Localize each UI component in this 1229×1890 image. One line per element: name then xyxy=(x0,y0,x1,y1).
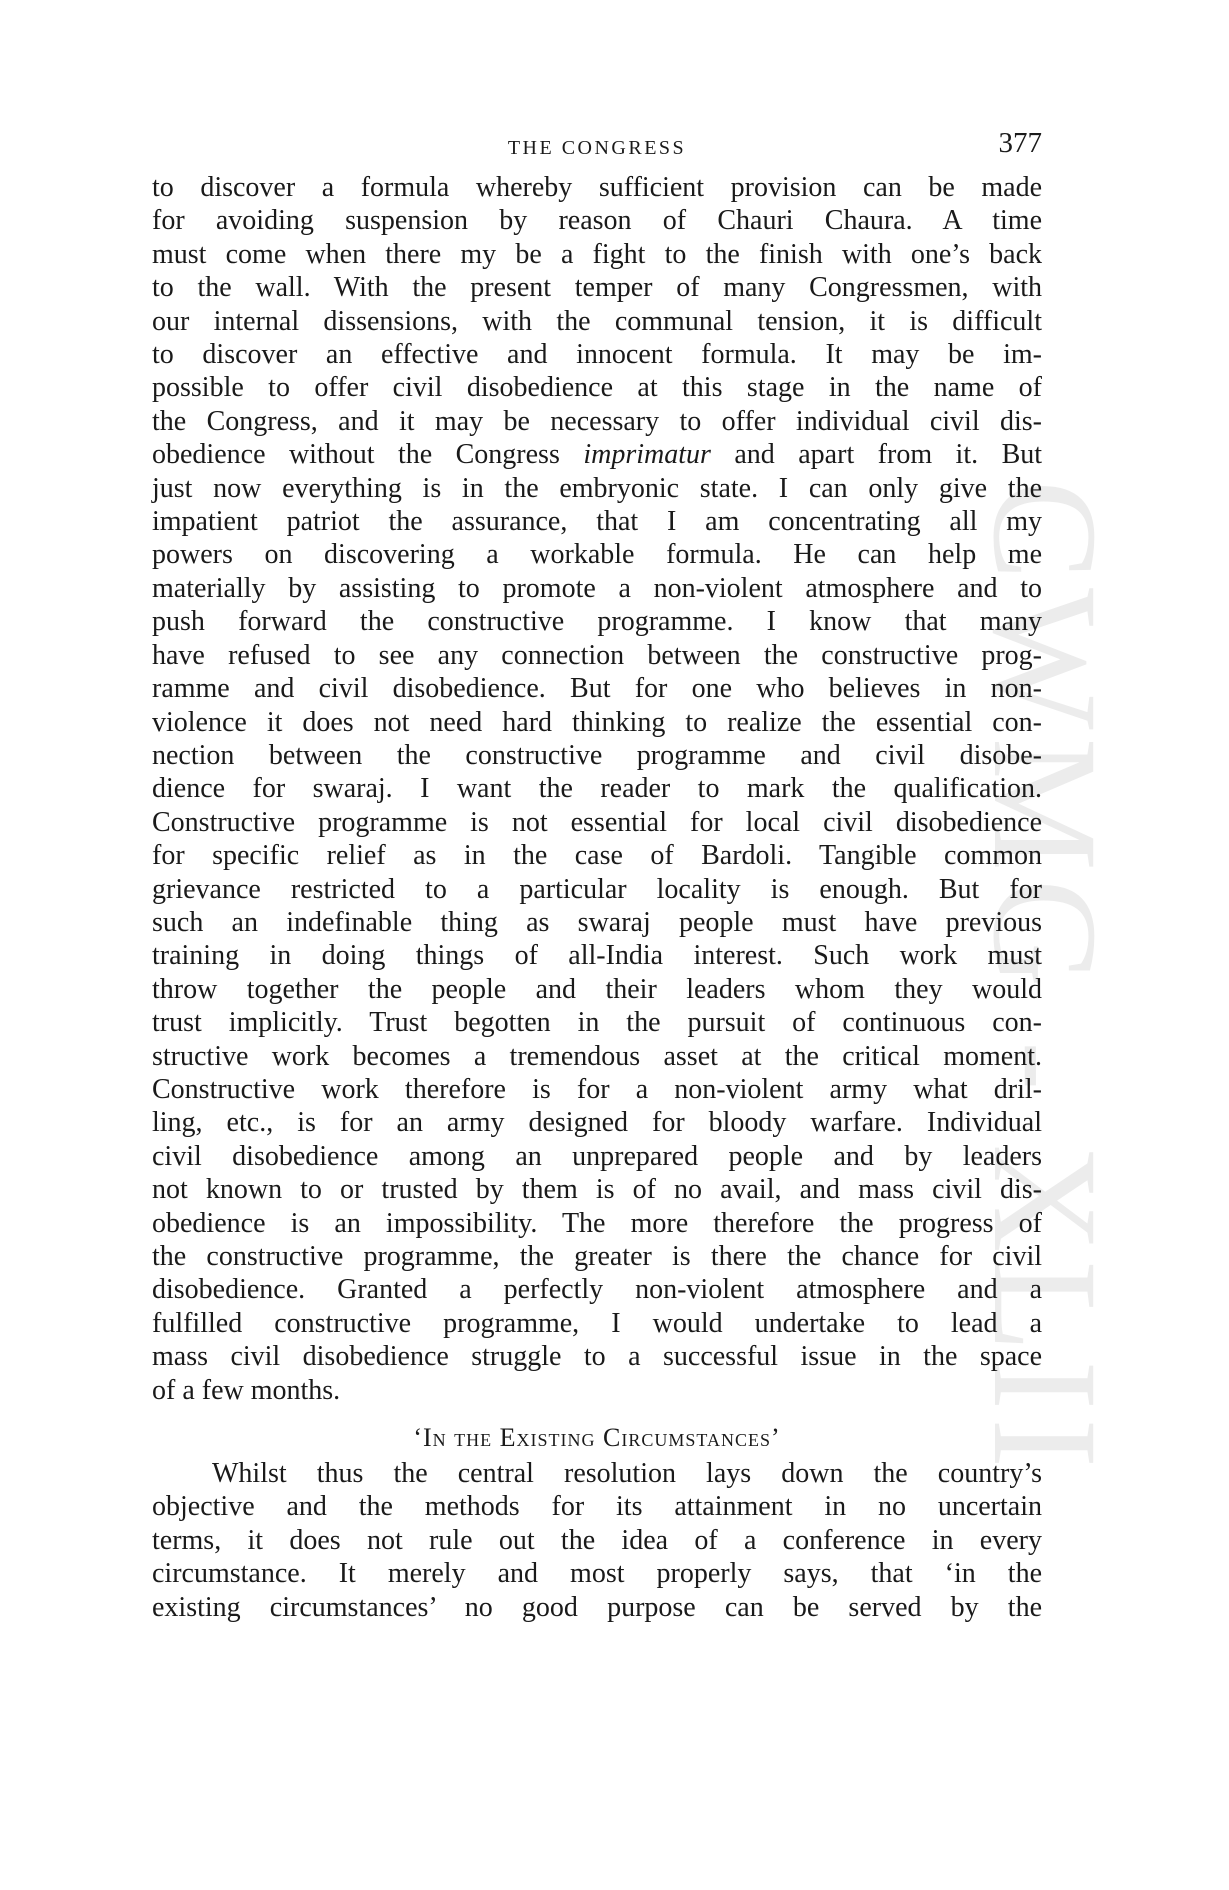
text-line: possible to offer civil disobedience at this stage in the name of xyxy=(152,372,1042,404)
text-line: throw together the people and their leaders whom they would xyxy=(152,973,1042,1005)
section-heading-text: ‘In the Existing Circumstances’ xyxy=(413,1423,781,1453)
text-line: Constructive programme is not essential for local civil disobedience xyxy=(152,806,1042,838)
text-line: structive work becomes a tremendous asset at the critical moment. xyxy=(152,1040,1042,1072)
text-line: for avoiding suspension by reason of Chauri Chaura. A time xyxy=(152,205,1042,237)
text-line: to discover a formula whereby sufficient provision can be made xyxy=(152,172,1042,203)
text-line: obedience is an impossibility. The more therefore the progress of xyxy=(152,1207,1042,1239)
text-line: to discover an effective and innocent formula. It may be im- xyxy=(152,339,1042,371)
paragraph-1 xyxy=(152,171,1042,1407)
text-line: powers on discovering a workable formula. He can help me xyxy=(152,539,1042,571)
text-line: just now everything is in the embryonic state. I can only give the xyxy=(152,472,1042,504)
text-line: dience for swaraj. I want the reader to mark the qualification. xyxy=(152,773,1042,805)
text-line: not known to or trusted by them is of no avail, and mass civil dis- xyxy=(152,1174,1042,1206)
document-page xyxy=(152,125,1042,1624)
text-line: ling, etc., is for an army designed for bloody warfare. Individual xyxy=(152,1107,1042,1139)
running-header xyxy=(152,125,1042,165)
text-line: fulfilled constructive programme, I would undertake to lead a xyxy=(152,1307,1042,1339)
text-line: grievance restricted to a particular locality is enough. But for xyxy=(152,873,1042,905)
text-line: the constructive programme, the greater is there the chance for civil xyxy=(152,1241,1042,1272)
section-heading xyxy=(152,1423,1042,1453)
text-line: mass civil disobedience struggle to a successful issue in the space xyxy=(152,1341,1042,1373)
text-line: the Congress, and it may be necessary to offer individual civil dis- xyxy=(152,405,1042,437)
text-line: of a few months. xyxy=(152,1374,341,1406)
text-line: circumstance. It merely and most properly says, that ‘in the xyxy=(152,1558,1042,1590)
text-line: push forward the constructive programme. I know that many xyxy=(152,606,1042,638)
italic-term: imprimatur xyxy=(583,439,711,471)
text-line: Whilst thus the central resolution lays down the country’s xyxy=(212,1458,1042,1490)
text-line: violence it does not need hard thinking to realize the essential con- xyxy=(152,706,1042,738)
text-line: objective and the methods for its attainment in no uncertain xyxy=(152,1491,1042,1523)
text-line: disobedience. Granted a perfectly non-violent atmosphere and a xyxy=(152,1274,1042,1306)
text-line: such an indefinable thing as swaraj people must have previous xyxy=(152,906,1042,938)
text-line: have refused to see any connection between the constructive prog- xyxy=(152,639,1042,671)
text-line: trust implicitly. Trust begotten in the pursuit of continuous con- xyxy=(152,1007,1042,1039)
page-number: 377 xyxy=(998,127,1042,159)
text-segment: and apart from it. But xyxy=(734,439,1043,471)
text-line: to the wall. With the present temper of many Congressmen, with xyxy=(152,272,1042,304)
text-line: existing circumstances’ no good purpose can be served by the xyxy=(152,1591,1042,1623)
watermark-text: CWMG - XLII xyxy=(962,480,1128,1477)
text-line: for specific relief as in the case of Bardoli. Tangible common xyxy=(152,840,1042,872)
text-line: Constructive work therefore is for a non-violent army what dril- xyxy=(152,1073,1042,1105)
text-line-with-italic xyxy=(152,438,1042,471)
text-line: our internal dissensions, with the communal tension, it is difficult xyxy=(152,305,1042,337)
text-segment: obedience without the Congress xyxy=(152,439,560,471)
text-line: impatient patriot the assurance, that I am concentrating all my xyxy=(152,506,1042,538)
text-line: ramme and civil disobedience. But for one who believes in non- xyxy=(152,673,1042,705)
text-line: nection between the constructive programme and civil disobe- xyxy=(152,739,1042,771)
text-line: must come when there my be a fight to the finish with one’s back xyxy=(152,238,1042,270)
text-line: training in doing things of all-India interest. Such work must xyxy=(152,940,1042,972)
text-line: civil disobedience among an unprepared people and by leaders xyxy=(152,1140,1042,1172)
text-line: materially by assisting to promote a non-violent atmosphere and to xyxy=(152,572,1042,604)
text-line: terms, it does not rule out the idea of a conference in every xyxy=(152,1524,1042,1556)
paragraph-2 xyxy=(152,1457,1042,1624)
running-title: THE CONGRESS xyxy=(507,137,687,159)
